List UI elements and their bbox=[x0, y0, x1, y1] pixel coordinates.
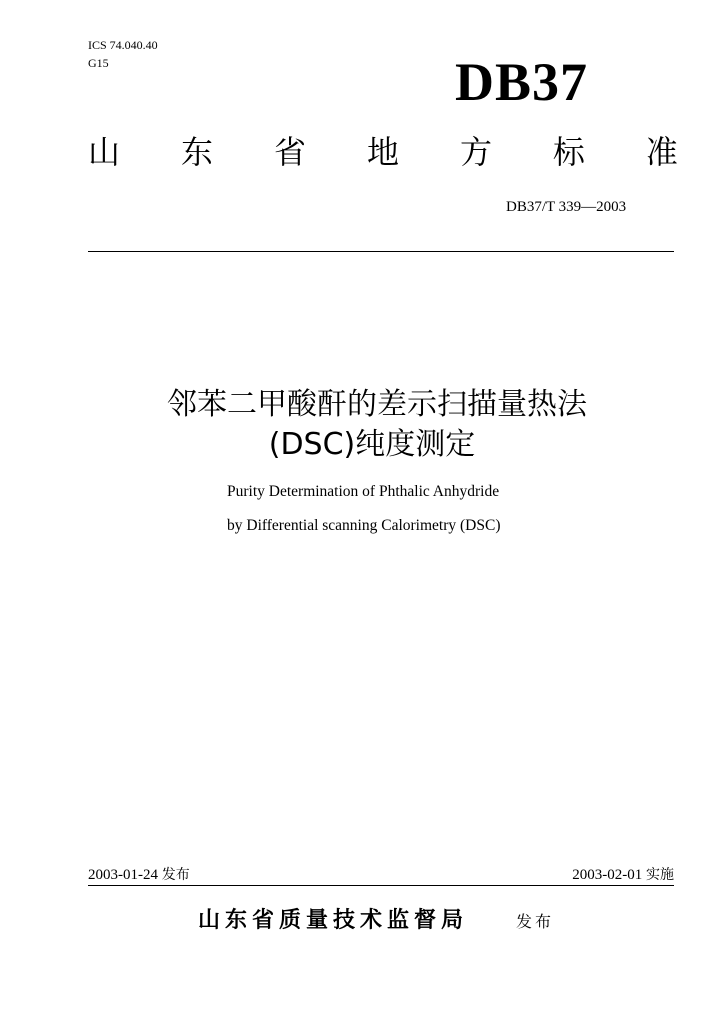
standard-type-char: 东 bbox=[180, 133, 213, 171]
issue-date-line bbox=[88, 866, 190, 884]
bottom-divider bbox=[88, 885, 674, 886]
standard-type-char: 方 bbox=[459, 133, 492, 171]
standard-type-char: 山 bbox=[88, 133, 121, 171]
classification-code: G15 bbox=[88, 56, 109, 70]
title-chinese-line1: 邻苯二甲酸酐的差示扫描量热法 bbox=[167, 387, 587, 422]
title-english-line2: by Differential scanning Calorimetry (DSC) bbox=[227, 517, 501, 534]
implement-label: 实施 bbox=[646, 867, 674, 883]
standard-type-char: 省 bbox=[273, 133, 306, 171]
standard-number: DB37/T 339—2003 bbox=[506, 199, 627, 215]
ics-code: ICS 74.040.40 bbox=[88, 38, 158, 52]
implement-date-line bbox=[572, 866, 674, 884]
standard-type-char: 地 bbox=[366, 133, 399, 171]
title-chinese-line2: (DSC)纯度测定 bbox=[268, 427, 476, 462]
issue-date: 2003-01-24 bbox=[88, 867, 158, 883]
standard-code-logo: DB37 bbox=[455, 52, 589, 112]
standard-type-title bbox=[88, 132, 678, 172]
standard-type-char: 标 bbox=[552, 133, 585, 171]
implement-date: 2003-02-01 bbox=[572, 867, 643, 883]
standard-type-char: 准 bbox=[645, 133, 678, 171]
publish-label: 发布 bbox=[516, 912, 555, 931]
issue-label: 发布 bbox=[161, 867, 190, 883]
title-english-line1: Purity Determination of Phthalic Anhydride bbox=[227, 483, 500, 500]
publisher-name: 山东省质量技术监督局 bbox=[198, 908, 469, 933]
top-divider bbox=[88, 251, 674, 252]
